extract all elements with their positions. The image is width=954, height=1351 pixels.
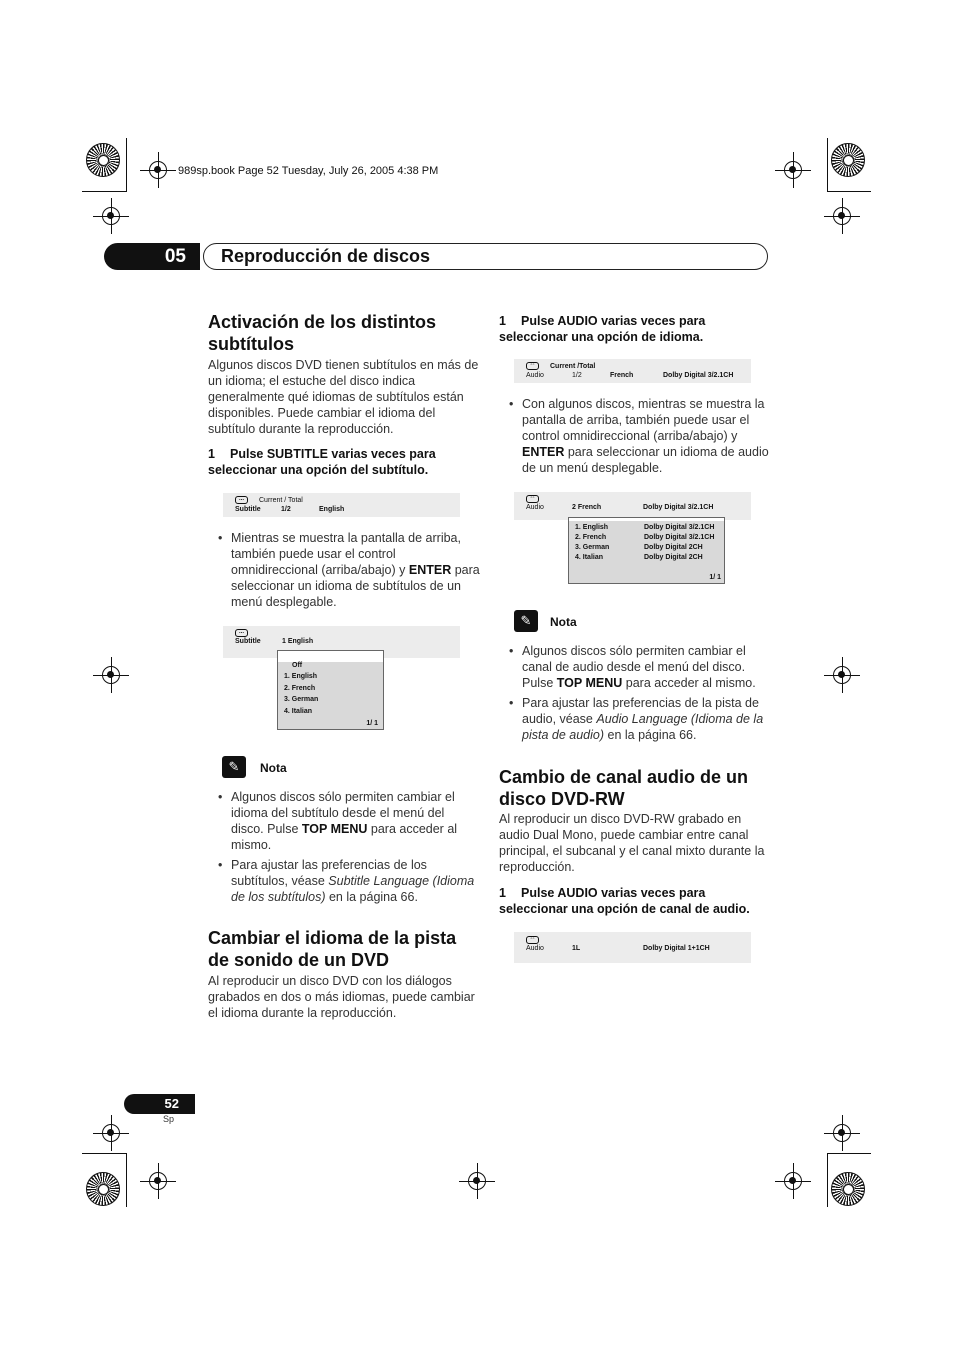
registration-sunburst-bottom-right bbox=[831, 1172, 865, 1206]
audio-icon: ◦◦ bbox=[526, 362, 539, 370]
osd-count: 1/2 bbox=[572, 372, 582, 379]
list-item: • Mientras se muestra la pantalla de arriba, también puede usar el control omnidireccional (arriba/abajo) y ENTER para seleccionar un idioma de subtítulos de un menú desplegable. bbox=[218, 530, 480, 610]
osd-label: Audio bbox=[526, 504, 544, 511]
list-item: • Para ajustar las preferencias de los subtítulos, véase Subtitle Language (Idioma de los subtítulos) en la página 66. bbox=[218, 857, 480, 905]
crosshair-mark bbox=[102, 666, 120, 684]
step-number: 1 bbox=[499, 314, 506, 328]
menu-item[interactable]: 3. German bbox=[284, 696, 319, 703]
menu-item[interactable]: 4. Italian bbox=[284, 708, 313, 715]
menu-item-format: Dolby Digital 3/2.1CH bbox=[644, 524, 715, 531]
crosshair-mark bbox=[468, 1172, 486, 1190]
osd-format: Dolby Digital 1+1CH bbox=[643, 945, 710, 952]
list-item: • Algunos discos sólo permiten cambiar el canal de audio desde el menú del disco. Pulse TOP MENU para acceder al mismo. bbox=[509, 643, 769, 691]
osd-header: Current / Total bbox=[259, 497, 303, 504]
menu-item-format: Dolby Digital 3/2.1CH bbox=[644, 534, 715, 541]
registration-sunburst-top-right bbox=[831, 143, 865, 177]
crosshair-mark bbox=[784, 1172, 802, 1190]
section-title-subtitles: Activación de los distintos subtítulos bbox=[208, 312, 437, 354]
crop-line bbox=[827, 1153, 871, 1154]
bullet-list-audio bbox=[509, 396, 769, 480]
menu-item[interactable]: 1. English bbox=[575, 524, 609, 531]
osd-label: Audio bbox=[526, 945, 544, 952]
osd-label: Subtitle bbox=[235, 506, 261, 513]
registration-sunburst-top-left bbox=[86, 143, 120, 177]
crop-line bbox=[827, 1153, 828, 1207]
page-number: 52 bbox=[124, 1094, 195, 1114]
subtitle-icon: ... bbox=[235, 629, 248, 637]
crop-line bbox=[827, 138, 828, 192]
list-item: • Con algunos discos, mientras se muestra la pantalla de arriba, también puede usar el control omnidireccional (arriba/abajo) y ENTER para seleccionar un idioma de audio de un menú desplegable. bbox=[509, 396, 769, 476]
section-body-subtitles: Algunos discos DVD tienen subtítulos en más de un idioma; el estuche del disco indica generalmente qué idiomas de subtítulos están disponibles. Puede cambiar el idioma del subtítulo durante la reproducción. bbox=[208, 358, 479, 436]
subtitle-dropdown-menu[interactable] bbox=[277, 650, 384, 730]
crosshair-mark bbox=[833, 207, 851, 225]
crosshair-mark bbox=[149, 1172, 167, 1190]
step-text: Pulse AUDIO varias veces para seleccionar una opción de idioma. bbox=[499, 314, 706, 344]
note-label: Nota bbox=[550, 615, 577, 629]
menu-page-indicator: 1/ 1 bbox=[366, 720, 378, 727]
crosshair-mark bbox=[833, 1124, 851, 1142]
selected-row bbox=[569, 518, 724, 521]
crosshair-mark bbox=[102, 1124, 120, 1142]
note-pencil-icon: ✎ bbox=[222, 756, 246, 778]
section-body-audio-channel: Al reproducir un disco DVD-RW grabado en audio Dual Mono, puede cambiar entre canal principal, el subcanal y el canal mixto durante la reproducción. bbox=[499, 812, 765, 874]
menu-item[interactable]: 2. French bbox=[284, 685, 316, 692]
section-title-audio-language: Cambiar el idioma de la pista de sonido de un DVD bbox=[208, 928, 457, 970]
osd-count: 1/2 bbox=[281, 506, 291, 513]
chapter-title: Reproducción de discos bbox=[203, 243, 768, 270]
step-audio bbox=[499, 313, 767, 345]
step-number: 1 bbox=[499, 886, 506, 900]
menu-page-indicator: 1/ 1 bbox=[709, 574, 721, 581]
list-item: • Para ajustar las preferencias de la pista de audio, véase Audio Language (Idioma de la pista de audio) en la página 66. bbox=[509, 695, 769, 743]
crosshair-mark bbox=[833, 666, 851, 684]
osd-audio-channel-bar bbox=[514, 932, 751, 963]
list-item: • Algunos discos sólo permiten cambiar el idioma del subtítulo desde el menú del disco. Pulse TOP MENU para acceder al mismo. bbox=[218, 789, 480, 853]
crop-line bbox=[82, 191, 126, 192]
menu-item[interactable]: Off bbox=[292, 662, 303, 669]
osd-audio-bar bbox=[514, 359, 751, 383]
crop-line bbox=[126, 138, 127, 192]
step-subtitle bbox=[208, 446, 480, 478]
menu-item[interactable]: 2. French bbox=[575, 534, 607, 541]
note-pencil-icon: ✎ bbox=[514, 610, 538, 632]
osd-value: 1L bbox=[572, 945, 581, 952]
osd-value: 1 English bbox=[282, 638, 314, 645]
osd-label: Subtitle bbox=[235, 638, 261, 645]
crop-line bbox=[126, 1153, 127, 1207]
crop-line bbox=[82, 1153, 126, 1154]
crosshair-mark bbox=[784, 161, 802, 179]
audio-icon: ◦◦ bbox=[526, 495, 539, 503]
section-title-audio-channel: Cambio de canal audio de un disco DVD-RW bbox=[499, 767, 749, 809]
osd-language: French bbox=[610, 372, 634, 379]
osd-value: English bbox=[319, 506, 345, 513]
selected-row bbox=[278, 651, 383, 662]
crosshair-mark bbox=[102, 207, 120, 225]
audio-dropdown-menu[interactable] bbox=[568, 517, 725, 584]
crosshair-mark bbox=[149, 161, 167, 179]
osd-format: Dolby Digital 3/2.1CH bbox=[663, 372, 734, 379]
language-code: Sp bbox=[163, 1114, 175, 1124]
subtitle-icon: ... bbox=[235, 496, 248, 504]
note-label: Nota bbox=[260, 761, 287, 775]
menu-item[interactable]: 3. German bbox=[575, 544, 610, 551]
menu-item[interactable]: 1. English bbox=[284, 673, 318, 680]
book-info-line: 989sp.book Page 52 Tuesday, July 26, 2005 4:38 PM bbox=[178, 165, 439, 177]
section-body-audio-language: Al reproducir un disco DVD con los diálogos grabados en dos o más idiomas, puede cambiar el idioma durante la reproducción. bbox=[208, 974, 475, 1020]
menu-item[interactable]: 4. Italian bbox=[575, 554, 604, 561]
chapter-number: 05 bbox=[104, 243, 200, 270]
osd-format: Dolby Digital 3/2.1CH bbox=[643, 504, 714, 511]
registration-sunburst-bottom-left bbox=[86, 1172, 120, 1206]
menu-item-format: Dolby Digital 2CH bbox=[644, 554, 703, 561]
step-audio-channel bbox=[499, 885, 774, 917]
crop-line bbox=[827, 191, 871, 192]
note-list-subtitle bbox=[218, 789, 480, 909]
audio-icon: ◦◦ bbox=[526, 936, 539, 944]
osd-label: Audio bbox=[526, 372, 544, 379]
step-number: 1 bbox=[208, 447, 215, 461]
menu-item-format: Dolby Digital 2CH bbox=[644, 544, 703, 551]
step-text: Pulse AUDIO varias veces para seleccionar una opción de canal de audio. bbox=[499, 886, 750, 916]
step-text: Pulse SUBTITLE varias veces para seleccionar una opción del subtítulo. bbox=[208, 447, 436, 477]
osd-value: 2 French bbox=[572, 504, 602, 511]
osd-subtitle-bar bbox=[223, 493, 460, 517]
osd-audio-menu-bar bbox=[514, 492, 751, 520]
bullet-list-subtitle bbox=[218, 530, 480, 614]
note-list-audio bbox=[509, 643, 769, 747]
osd-header: Current /Total bbox=[550, 363, 596, 370]
